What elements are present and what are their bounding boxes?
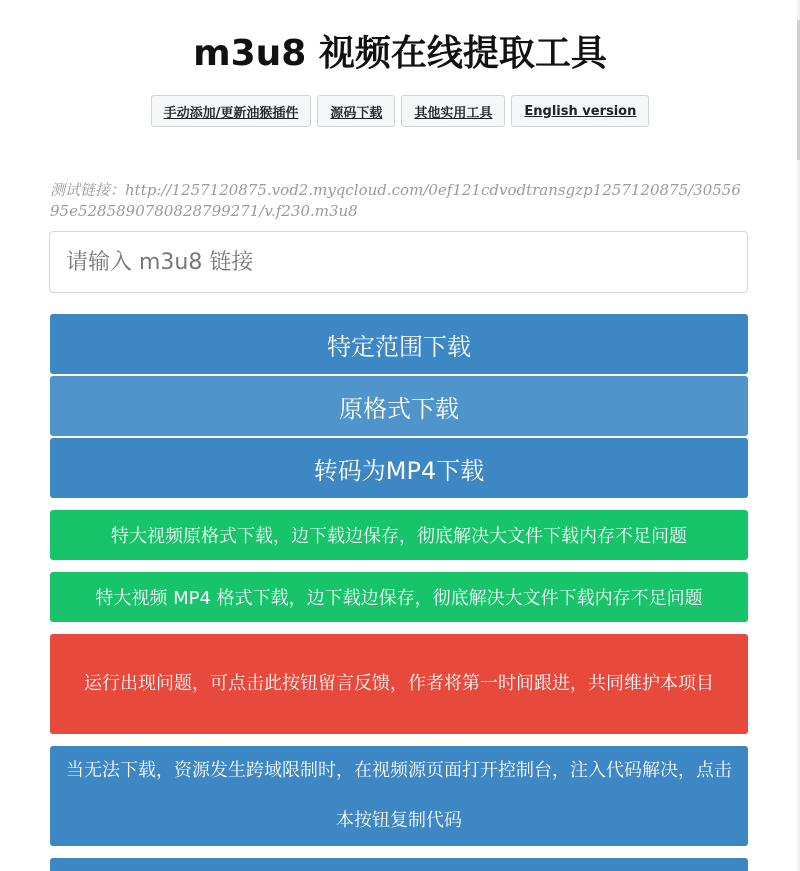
range-download-button[interactable]: 特定范围下载 (50, 314, 748, 374)
top-nav (0, 95, 800, 127)
mp4-download-button[interactable]: 转码为MP4下载 (50, 438, 748, 498)
page-title: m3u8 视频在线提取工具 (193, 33, 607, 74)
original-format-download-button[interactable]: 原格式下载 (50, 376, 748, 436)
add-userscript-button[interactable]: 手动添加/更新油猴插件 (151, 95, 312, 127)
copy-code-button[interactable]: 当无法下载，资源发生跨域限制时，在视频源页面打开控制台，注入代码解决，点击本按钮复制代码 (50, 746, 748, 846)
source-download-button[interactable]: 源码下载 (317, 95, 395, 127)
other-tools-button[interactable]: 其他实用工具 (401, 95, 505, 127)
english-version-button[interactable]: English version (511, 95, 649, 127)
test-link-hint: 测试链接：http://1257120875.vod2.myqcloud.com/0ef121cdvodtransgzp1257120875/3055695e5285890780828799271/v.f230.m3u8 (50, 181, 741, 220)
feedback-button[interactable]: 运行出现问题，可点击此按钮留言反馈，作者将第一时间跟进，共同维护本项目 (50, 634, 748, 734)
m3u8-url-input[interactable] (49, 231, 748, 293)
stream-original-download-button[interactable]: 特大视频原格式下载，边下载边保存，彻底解决大文件下载内存不足问题 (50, 510, 748, 560)
next-button-partial[interactable] (50, 858, 748, 871)
stream-mp4-download-button[interactable]: 特大视频 MP4 格式下载，边下载边保存，彻底解决大文件下载内存不足问题 (50, 572, 748, 622)
